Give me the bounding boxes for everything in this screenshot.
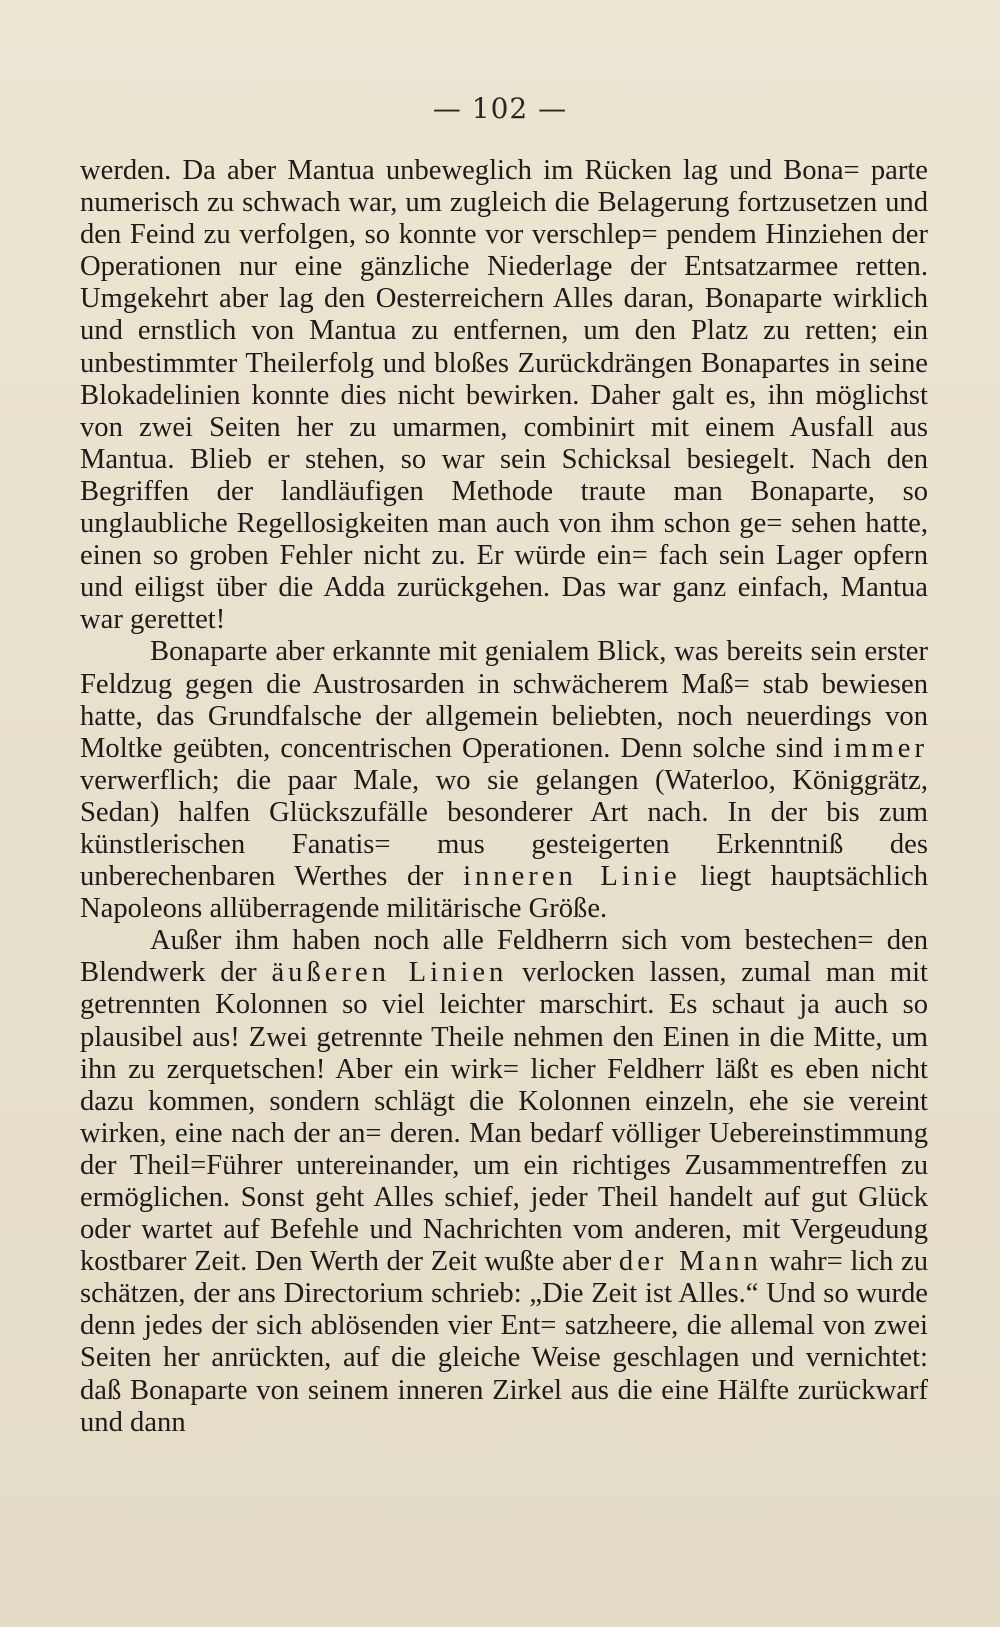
paragraph-3-text-2: verlocken lassen, zumal man mit getrennten Kolonnen so viel leichter marschirt. Es schaut ja auch so plausibel aus! Zwei getrennte Theile nehmen den Einen in die Mitte, um ihn zu zerquetschen! Aber ein wirk= licher Feldherr läßt es eben nicht dazu kommen, sondern schlägt die Kolonnen einzeln, ehe sie vereint wirken, eine nach der an= deren. Man bedarf völliger Uebereinstimmung der Theil=Führer untereinander, um ein richtiges Zusammentreffen zu ermöglichen. Sonst geht Alles schief, jeder Theil handelt auf gut Glück oder wartet auf Befehle und Nachrichten vom anderen, mit Vergeudung kostbarer Zeit. Den Werth der Zeit wußte aber (80, 957, 928, 1278)
paragraph-2-text-3: liegt hauptsächlich Napoleons allüberragende militärische Größe. (80, 861, 929, 925)
paragraph-3-text-1: Außer ihm haben noch alle Feldherrn sich vom bestechen= den Blendwerk der (80, 925, 928, 989)
page-number: — 102 — (432, 92, 568, 125)
paragraph-3 (80, 925, 928, 1439)
emphasis-der-mann: der Mann (618, 1246, 762, 1278)
paragraph-3-text-3: wahr= lich zu schätzen, der ans Directorium schrieb: „Die Zeit ist Alles.“ Und so wurde denn jedes der sich ablösenden vier Ent= satzheere, die allemal von zwei Seiten her anrückten, auf die gleiche Weise geschlagen und vernichtet: daß Bonaparte von seinem inneren Zirkel aus die eine Hälfte zurückwarf und dann (80, 1246, 928, 1438)
emphasis-inneren-linie: inneren Linie (463, 861, 681, 893)
emphasis-aeusseren-linien: äußeren Linien (271, 957, 508, 989)
body-text (80, 155, 928, 1439)
paragraph-2-text-1: Bonaparte aber erkannte mit genialem Blick, was bereits sein erster Feldzug gegen die Austrosarden in schwächerem Maß= stab bewiesen hatte, das Grundfalsche der allgemein beliebten, noch neuerdings von Moltke geübten, concentrischen Operationen. Denn solche sind (80, 636, 928, 764)
paragraph-1: werden. Da aber Mantua unbeweglich im Rücken lag und Bona= parte numerisch zu schwach war, um zugleich die Belagerung fortzusetzen und den Feind zu verfolgen, so konnte vor verschlep= pendem Hinziehen der Operationen nur eine gänzliche Niederlage der Entsatzarmee retten. Umgekehrt aber lag den Oesterreichern Alles daran, Bonaparte wirklich und ernstlich von Mantua zu entfernen, um den Platz zu retten; ein unbestimmter Theilerfolg und bloßes Zurückdrängen Bonapartes in seine Blokadelinien konnte dies nicht bewirken. Daher galt es, ihn möglichst von zwei Seiten her zu umarmen, combinirt mit einem Ausfall aus Mantua. Blieb er stehen, so war sein Schicksal besiegelt. Nach den Begriffen der landläufigen Methode traute man Bonaparte, so unglaubliche Regellosigkeiten man auch von ihm schon ge= sehen hatte, einen so groben Fehler nicht zu. Er würde ein= fach sein Lager opfern und eiligst über die Adda zurückgehen. Das war ganz einfach, Mantua war gerettet! (80, 155, 928, 636)
paragraph-2 (80, 636, 928, 925)
emphasis-immer: immer (833, 732, 928, 764)
paragraph-2-text-2: verwerflich; die paar Male, wo sie gelangen (Waterloo, Königgrätz, Sedan) halfen Glückszufälle besonderer Art nach. In der bis zum künstlerischen Fanatis= mus gesteigerten Erkenntniß des unberechenbaren Werthes der (80, 764, 928, 893)
